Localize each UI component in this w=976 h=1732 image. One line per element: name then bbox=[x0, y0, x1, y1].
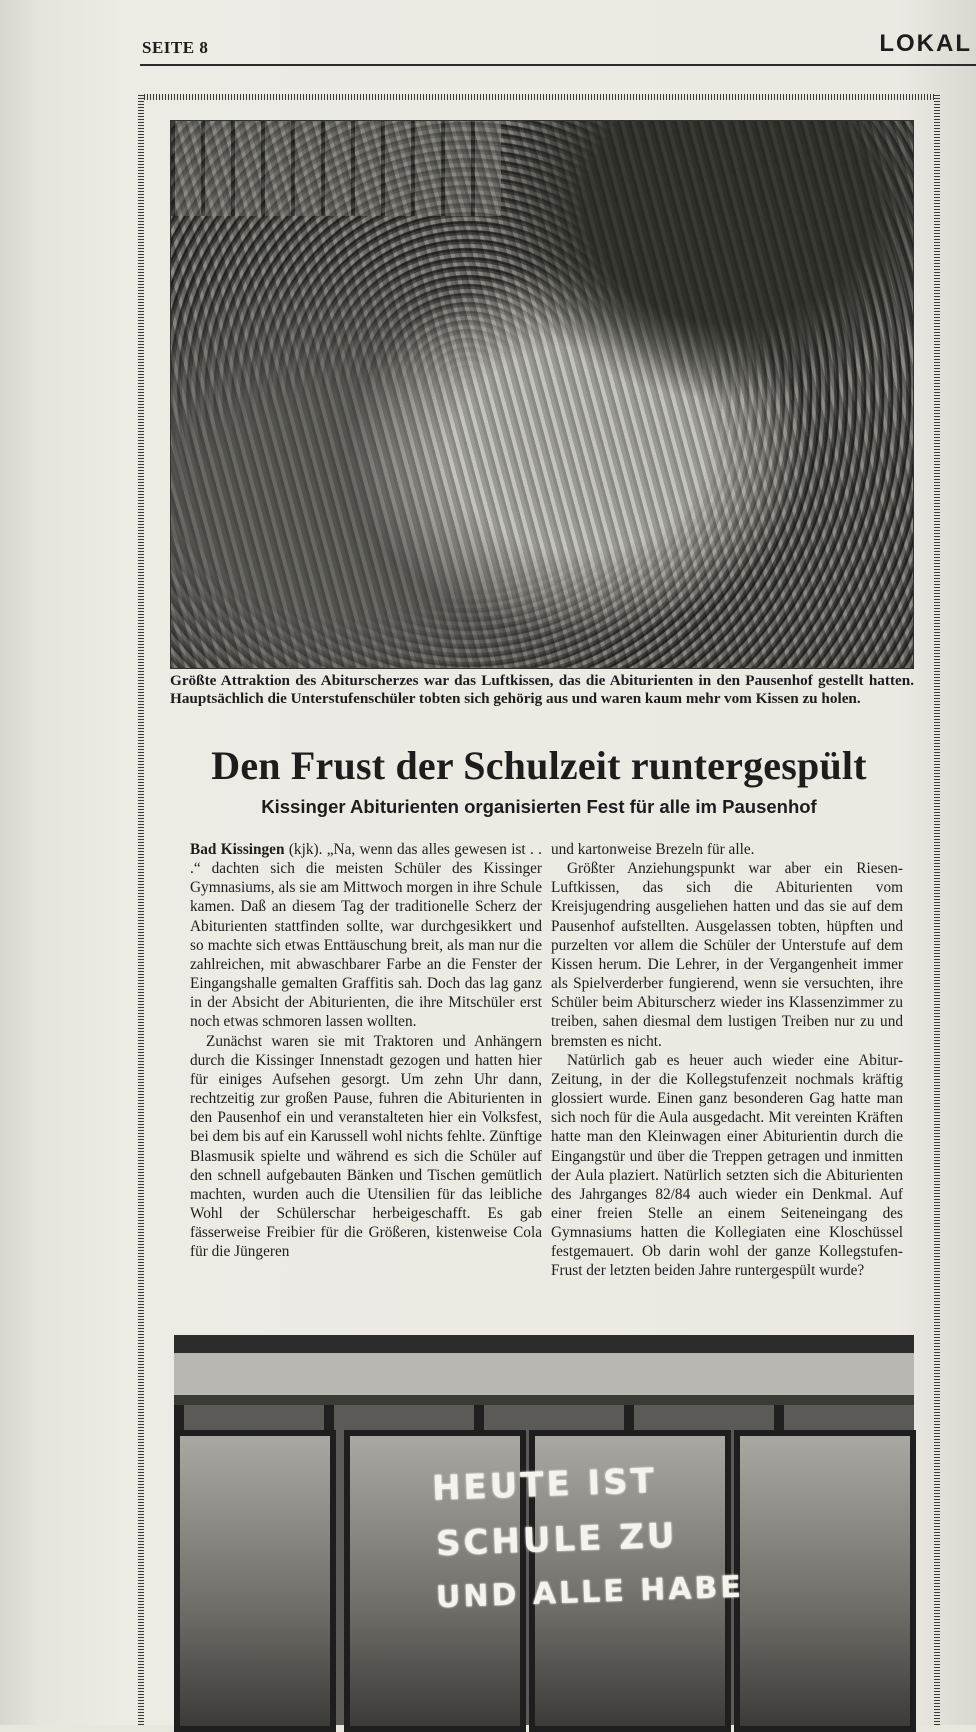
paragraph: Zunächst waren sie mit Traktoren und Anhängern durch die Kissinger Innenstadt gezogen und hatten hier für einiges Aufsehen gesorgt. Um zehn Uhr dann, rechtzeitig zur großen Pause, fuhren die Abiturienten in den Pausenhof ein und veranstalteten hier ein Volksfest, bei dem bis auf ein Karussell wohl nichts fehlte. Zünftige Blasmusik spielte und während es sich die Schüler auf den schnell aufgebauten Bänken und Tischen gemütlich machten, wurden auch die Utensilien für das leibliche Wohl der Schülerschar herbeigeschafft. Es gab fässerweise Freibier für die Größeren, kistenweise Cola für die Jüngeren bbox=[190, 1032, 542, 1261]
article-headline: Den Frust der Schulzeit runtergespült bbox=[211, 743, 867, 788]
window-pane bbox=[734, 1430, 916, 1732]
frame-left-border bbox=[138, 94, 144, 1725]
paragraph: und kartonweise Brezeln für alle. bbox=[551, 841, 755, 858]
header-rule bbox=[140, 64, 976, 66]
crowd-texture bbox=[171, 121, 913, 668]
page-number: SEITE 8 bbox=[142, 38, 209, 57]
graffiti-text: UND ALLE HABE bbox=[435, 1569, 745, 1616]
graffiti-text: HEUTE IST bbox=[431, 1461, 658, 1509]
section-label: LOKAL bbox=[879, 30, 972, 57]
window-pane bbox=[174, 1430, 336, 1732]
dateline: Bad Kissingen bbox=[190, 841, 285, 858]
article-subheadline: Kissinger Abiturienten organisierten Fest für alle im Pausenhof bbox=[261, 796, 817, 817]
paragraph: Größter Anziehungspunkt war aber ein Riesen-Luftkissen, das sich die Abiturienten vom Kreisjugendring ausgeliehen hatten und das sie auf dem Pausenhof aufstellten. Ausgelassen tobten, hüpften und purzelten vor allem die Schüler der Unterstufe auf dem Kissen herum. Die Lehrer, in der Vergangenheit immer als Spielverderber fungierend, wenn sie versuchten, ihre Schüler beim Abiturscherz wieder ins Klassenzimmer zu treiben, sahen diesmal dem lustigen Treiben nur zu und bremsten es nicht. bbox=[551, 860, 903, 1050]
article-column-1 bbox=[190, 840, 542, 1261]
paragraph bbox=[190, 840, 542, 1032]
article-column-2 bbox=[551, 840, 903, 1281]
photo-caption: Größte Attraktion des Abiturscherzes war das Luftkissen, das die Abiturienten in den Pausenhof gestellt hatten. Hauptsächlich die Unterstufenschüler tobten sich gehörig aus und waren kaum mehr vom Kissen zu holen. bbox=[170, 672, 914, 707]
frame-right-border bbox=[934, 94, 940, 1725]
schoolyard-air-cushion-photo bbox=[170, 120, 914, 669]
paragraph-text: (kjk). „Na, wenn das alles gewesen ist . . .“ dachten sich die meisten Schüler des Kissinger Gymnasiums, als sie am Mittwoch morgen in ihre Schule kamen. Daß an diesem Tag der traditionelle Scherz der Abiturienten stattfinden sollte, war durchgesikkert und so machte sich etwas Enttäuschung breit, als man nur die zahlreichen, mit abwaschbarer Farbe an die Fenster der Eingangshalle gemalten Graffitis sah. Doch das lag ganz in der Absicht der Abiturienten, die ihre Mitschüler erst noch etwas schmoren lassen wollten. bbox=[190, 841, 543, 1031]
graffiti-windows-photo bbox=[174, 1335, 914, 1725]
paragraph: Natürlich gab es heuer auch wieder eine Abitur-Zeitung, in der die Kollegstufenzeit nochmals kräftig glossiert wurde. Einen ganz besonderen Gag hatte man sich noch für die Aula ausgedacht. Mit vereinten Kräften hatte man den Kleinwagen einer Abiturientin durch die Eingangstür und über die Treppen getragen und inmitten der Aula plaziert. Natürlich setzten sich die Abiturienten des Jahrganges 82/84 auch wieder ein Denkmal. Auf einer freien Stelle an einem Seiteneingang des Gymnasiums hatten die Kollegiaten eine Kloschüssel festgemauert. Ob darin wohl der ganze Kollegstufen-Frust der letzten beiden Jahre runtergespült wurde? bbox=[551, 1051, 903, 1280]
frame-top-border bbox=[138, 94, 940, 100]
graffiti-text: SCHULE ZU bbox=[435, 1515, 679, 1565]
